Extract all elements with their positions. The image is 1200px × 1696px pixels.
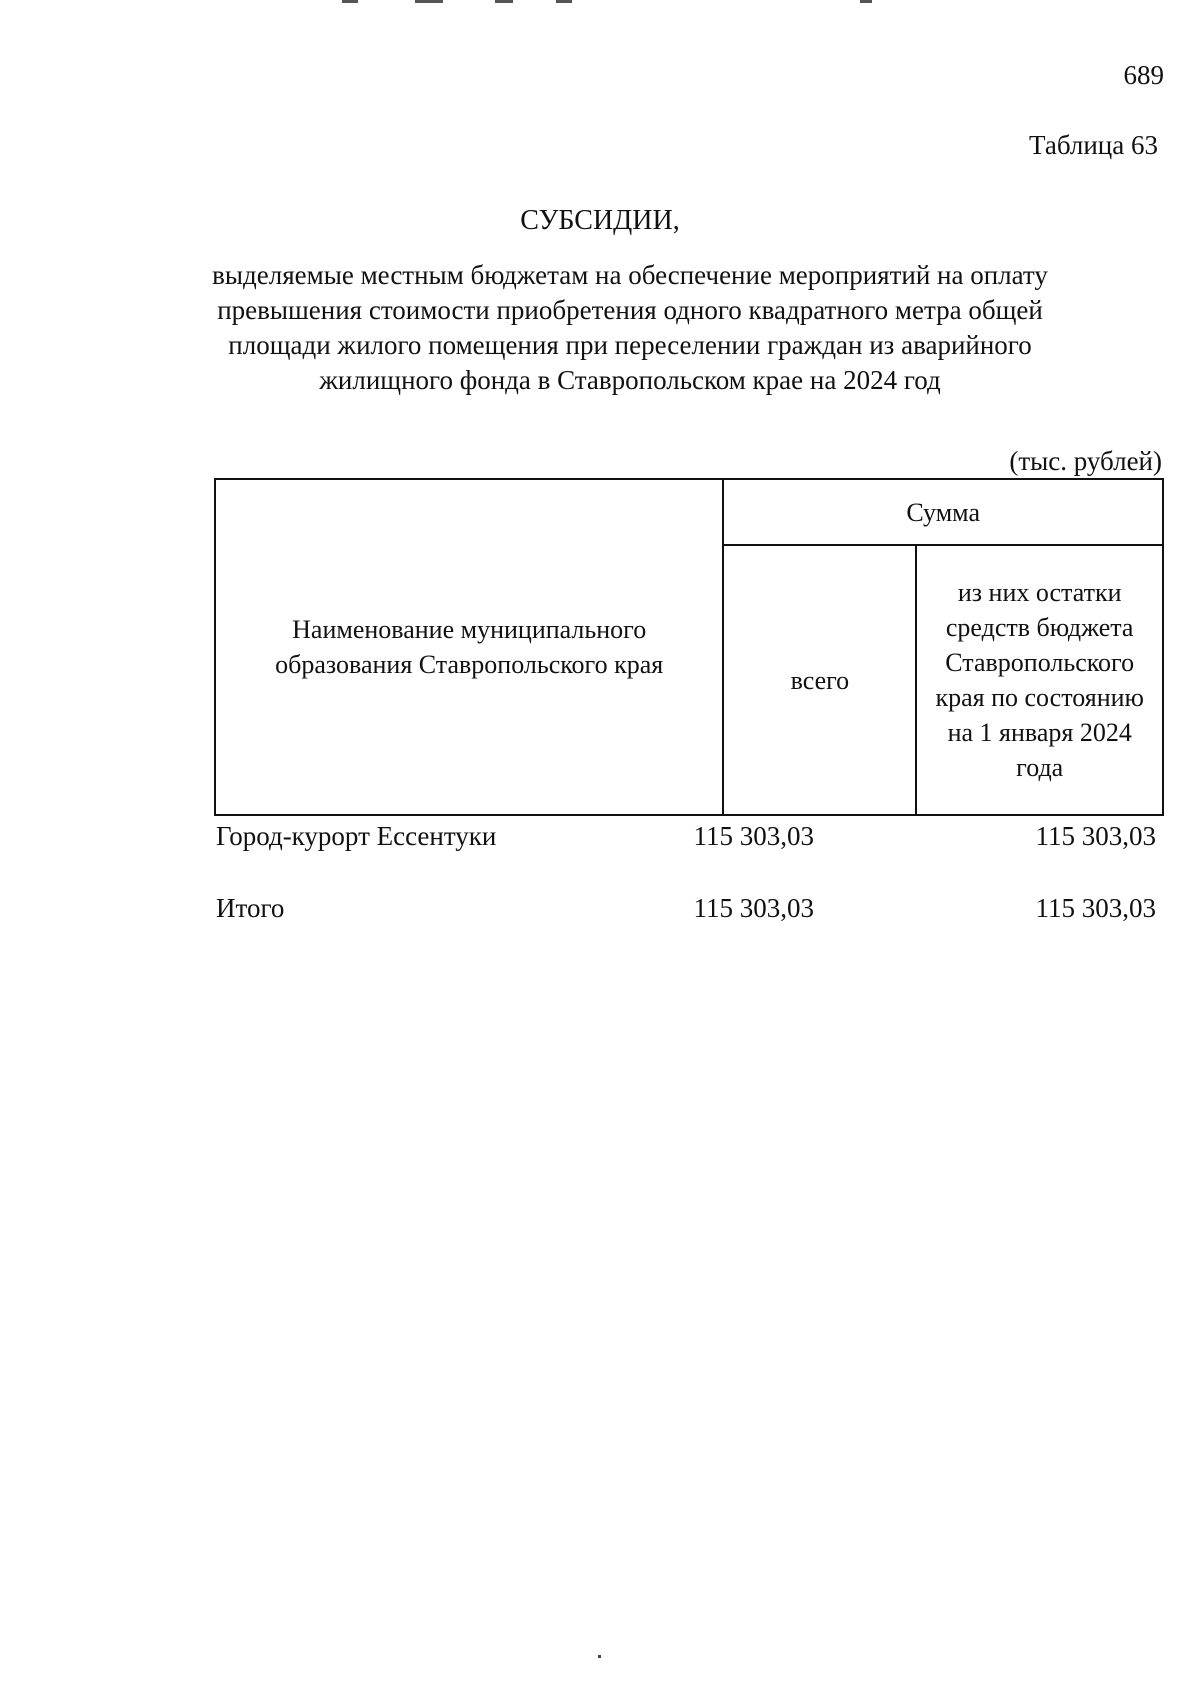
subsidy-table-header bbox=[214, 478, 1164, 816]
scan-artifact bbox=[860, 0, 872, 3]
scan-artifact bbox=[598, 1655, 601, 1658]
table-label: Таблица 63 bbox=[1029, 130, 1158, 160]
scan-artifact bbox=[495, 0, 513, 3]
row-remainder-value: 115 303,03 bbox=[1035, 821, 1156, 851]
units-label: (тыс. рублей) bbox=[1009, 446, 1162, 476]
page-number: 689 bbox=[1123, 60, 1164, 90]
header-sum: Сумма bbox=[723, 479, 1163, 545]
row-municipality-name: Город-курорт Ессентуки bbox=[216, 821, 497, 851]
summary-total-value: 115 303,03 bbox=[693, 893, 814, 923]
summary-label: Итого bbox=[216, 893, 285, 923]
header-remainder: из них остатки средств бюджета Ставропольского края по состоянию на 1 января 2024 года bbox=[916, 545, 1163, 815]
header-total: всего bbox=[723, 545, 916, 815]
document-title: СУБСИДИИ, bbox=[520, 205, 680, 236]
scan-artifact bbox=[556, 0, 572, 3]
header-municipality-name: Наименование муниципального образования Ставропольского края bbox=[215, 479, 723, 815]
document-subtitle: выделяемые местным бюджетам на обеспечение мероприятий на оплату превышения стоимости приобретения одного квадратного метра общей площади жилого помещения при переселении граждан из аварийного жилищного фонда в Ставропольском крае на 2024 год bbox=[212, 260, 1048, 395]
scan-artifact bbox=[415, 0, 443, 3]
summary-remainder-value: 115 303,03 bbox=[1035, 893, 1156, 923]
scan-artifact bbox=[342, 0, 358, 3]
row-total-value: 115 303,03 bbox=[693, 821, 814, 851]
